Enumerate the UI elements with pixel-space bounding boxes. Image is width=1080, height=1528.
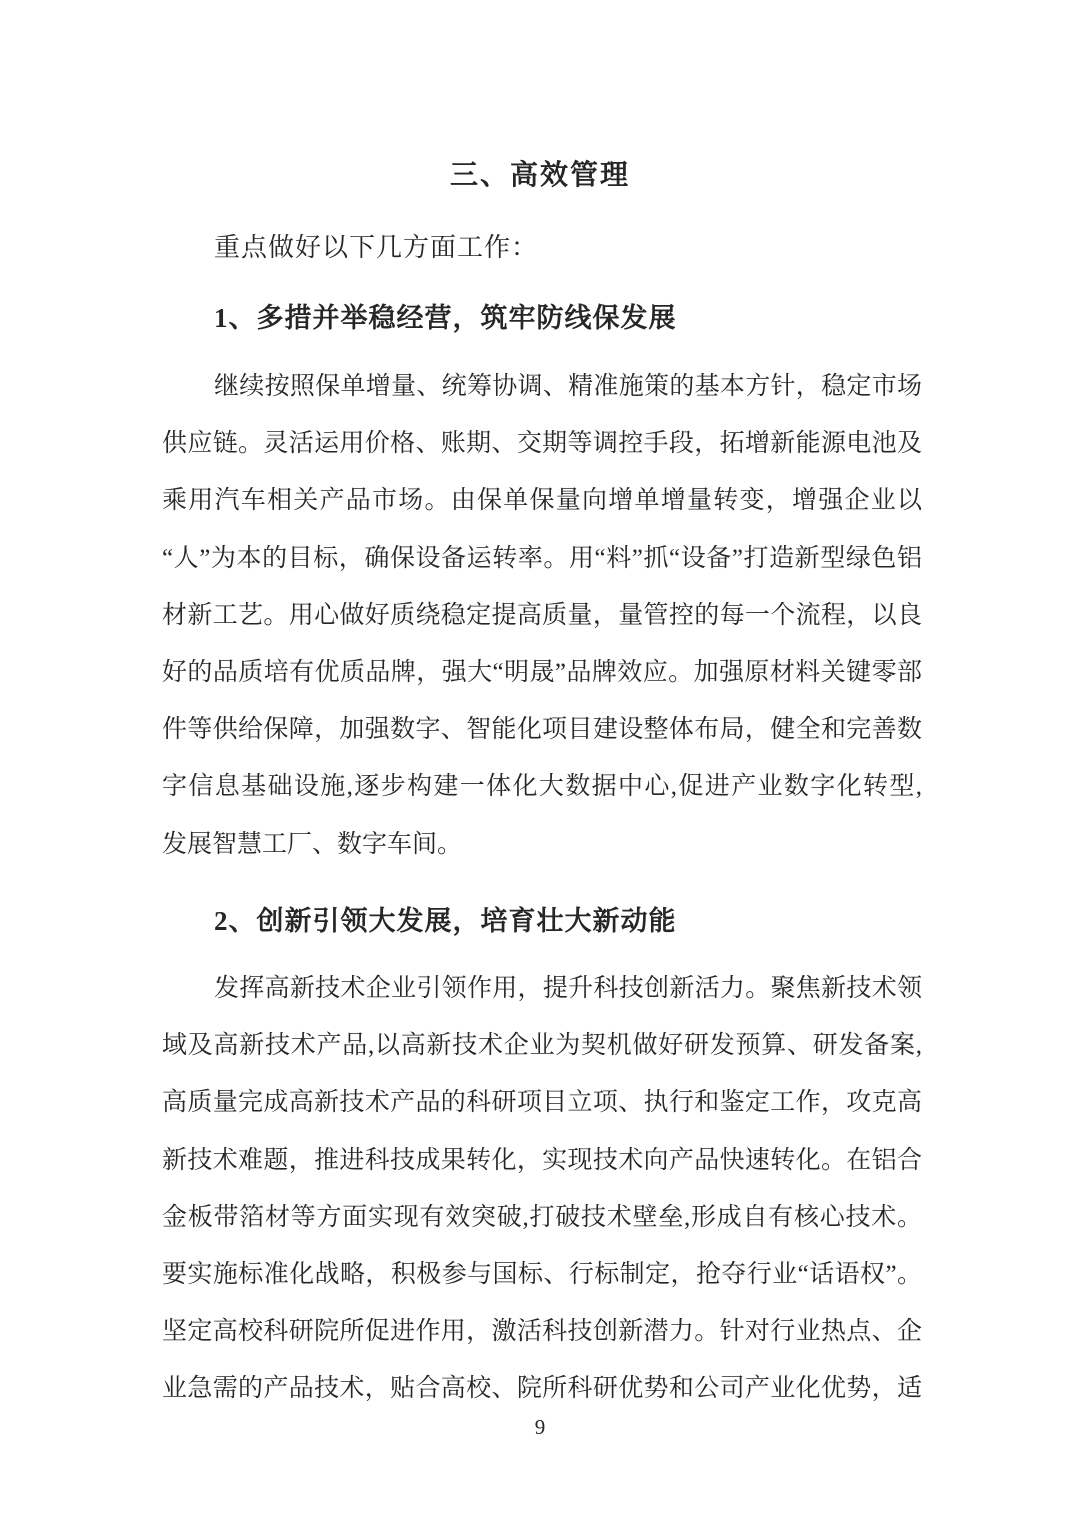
text-line: 坚定高校科研院所促进作用，激活科技创新潜力。针对行业热点、企 <box>162 1318 922 1346</box>
text-line: 好的品质培有优质品牌，强大“明晟”品牌效应。加强原材料关键零部 <box>162 658 922 686</box>
page-title: 三、高效管理 <box>449 160 630 191</box>
text-line: 件等供给保障，加强数字、智能化项目建设整体布局，健全和完善数 <box>162 716 922 744</box>
section-2-paragraph <box>162 960 922 1418</box>
text-line: 高质量完成高新技术产品的科研项目立项、执行和鉴定工作，攻克高 <box>162 1089 922 1117</box>
text-line: 供应链。灵活运用价格、账期、交期等调控手段，拓增新能源电池及 <box>162 430 922 458</box>
text-line: 发挥高新技术企业引领作用，提升科技创新活力。聚焦新技术领 <box>214 975 922 1002</box>
section-1-heading: 1、多措并举稳经营，筑牢防线保发展 <box>214 303 677 333</box>
section-2-heading: 2、创新引领大发展，培育壮大新动能 <box>214 906 677 936</box>
intro-text: 重点做好以下几方面工作： <box>214 233 539 262</box>
text-line: 金板带箔材等方面实现有效突破,打破技术壁垒,形成自有核心技术。 <box>162 1203 922 1231</box>
text-line: 继续按照保单增量、统筹协调、精准施策的基本方针，稳定市场 <box>214 373 922 400</box>
section-1-paragraph <box>162 358 922 873</box>
text-line: 业急需的产品技术，贴合高校、院所科研优势和公司产业化优势，适 <box>162 1375 922 1403</box>
text-line: “人”为本的目标，确保设备运转率。用“料”抓“设备”打造新型绿色铝 <box>162 544 922 572</box>
page-number: 9 <box>534 1415 546 1439</box>
text-line: 发展智慧工厂、数字车间。 <box>162 830 463 858</box>
text-line: 域及高新技术产品,以高新技术企业为契机做好研发预算、研发备案, <box>162 1032 922 1060</box>
text-line: 字信息基础设施,逐步构建一体化大数据中心,促进产业数字化转型, <box>162 773 922 801</box>
text-line: 材新工艺。用心做好质绕稳定提高质量，量管控的每一个流程，以良 <box>162 601 922 629</box>
text-line: 新技术难题，推进科技成果转化，实现技术向产品快速转化。在铝合 <box>162 1146 922 1174</box>
text-line: 乘用汽车相关产品市场。由保单保量向增单增量转变，增强企业以 <box>162 487 922 515</box>
text-line: 要实施标准化战略，积极参与国标、行标制定，抢夺行业“话语权”。 <box>162 1260 922 1288</box>
